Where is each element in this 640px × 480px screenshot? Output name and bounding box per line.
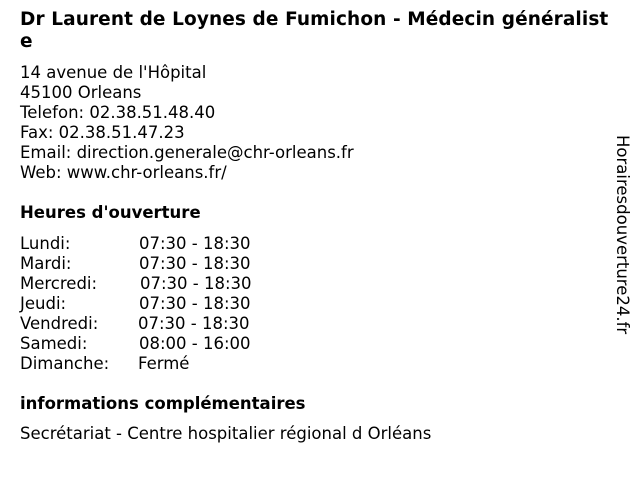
hours-day: Dimanche: (20, 354, 110, 373)
hours-time: 07:30 - 18:30 (139, 234, 251, 253)
hours-time: Fermé (138, 354, 190, 373)
additional-info-heading: informations complémentaires (20, 394, 306, 413)
page-title: Dr Laurent de Loynes de Fumichon - Médecin généraliste (20, 9, 609, 52)
hours-day: Samedi: (20, 334, 88, 353)
hours-day: Vendredi: (20, 314, 99, 333)
hours-time: 07:30 - 18:30 (140, 274, 252, 293)
address-city: 45100 Orleans (20, 83, 142, 102)
hours-day: Mardi: (20, 254, 72, 273)
hours-time: 08:00 - 16:00 (139, 334, 251, 353)
phone-number: Telefon: 02.38.51.48.40 (20, 103, 216, 122)
opening-hours-heading: Heures d'ouverture (20, 203, 201, 222)
hours-time: 07:30 - 18:30 (138, 314, 250, 333)
contact-block (20, 63, 354, 183)
hours-day: Mercredi: (20, 274, 98, 293)
website-address: Web: www.chr-orleans.fr/ (20, 163, 227, 182)
additional-info-text: Secrétariat - Centre hospitalier régional d Orléans (20, 424, 432, 443)
site-watermark (612, 135, 632, 370)
address-street: 14 avenue de l'Hôpital (20, 63, 207, 82)
hours-day: Lundi: (20, 234, 71, 253)
hours-time: 07:30 - 18:30 (139, 254, 251, 273)
site-watermark-text: Horairesdouverture24.fr (613, 135, 632, 335)
hours-day: Jeudi: (20, 294, 67, 313)
hours-time: 07:30 - 18:30 (139, 294, 251, 313)
email-address: Email: direction.generale@chr-orleans.fr (20, 143, 354, 162)
fax-number: Fax: 02.38.51.47.23 (20, 123, 185, 142)
